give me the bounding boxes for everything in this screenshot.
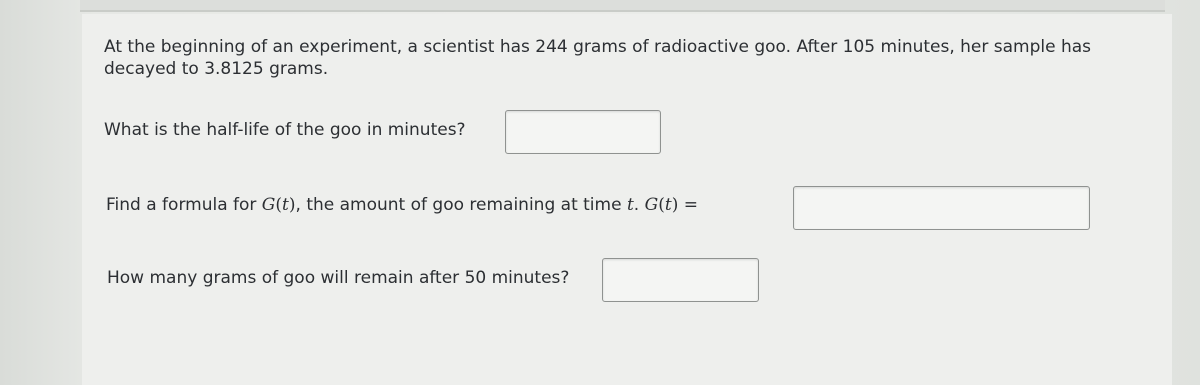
top-divider: [80, 0, 1165, 12]
equals-sign: =: [683, 195, 698, 215]
function-paren-close: ): [288, 195, 296, 215]
half-life-question: What is the half-life of the goo in minutes?: [104, 120, 466, 140]
half-life-answer-input[interactable]: [505, 110, 661, 154]
formula-question-period: .: [633, 195, 640, 215]
formula-question-prefix: Find a formula for: [106, 195, 262, 215]
remaining-goo-question: How many grams of goo will remain after 50 minutes?: [107, 268, 570, 288]
function-paren-open: (: [275, 195, 283, 215]
function-name: G: [261, 195, 276, 215]
lhs-paren-open: (: [658, 195, 665, 215]
formula-answer-input[interactable]: [793, 186, 1090, 230]
formula-question: [106, 195, 698, 215]
problem-statement: At the beginning of an experiment, a scientist has 244 grams of radioactive goo. After 105 minutes, her sample has decayed to 3.8125 grams.: [104, 37, 1092, 79]
lhs-variable: t: [664, 195, 672, 215]
time-variable: t: [626, 195, 634, 215]
lhs-function-name: G: [644, 195, 659, 215]
remaining-goo-answer-input[interactable]: [602, 258, 759, 302]
formula-question-middle: , the amount of goo remaining at time: [295, 195, 627, 215]
lhs-paren-close: ): [671, 195, 679, 215]
function-variable: t: [282, 195, 289, 215]
